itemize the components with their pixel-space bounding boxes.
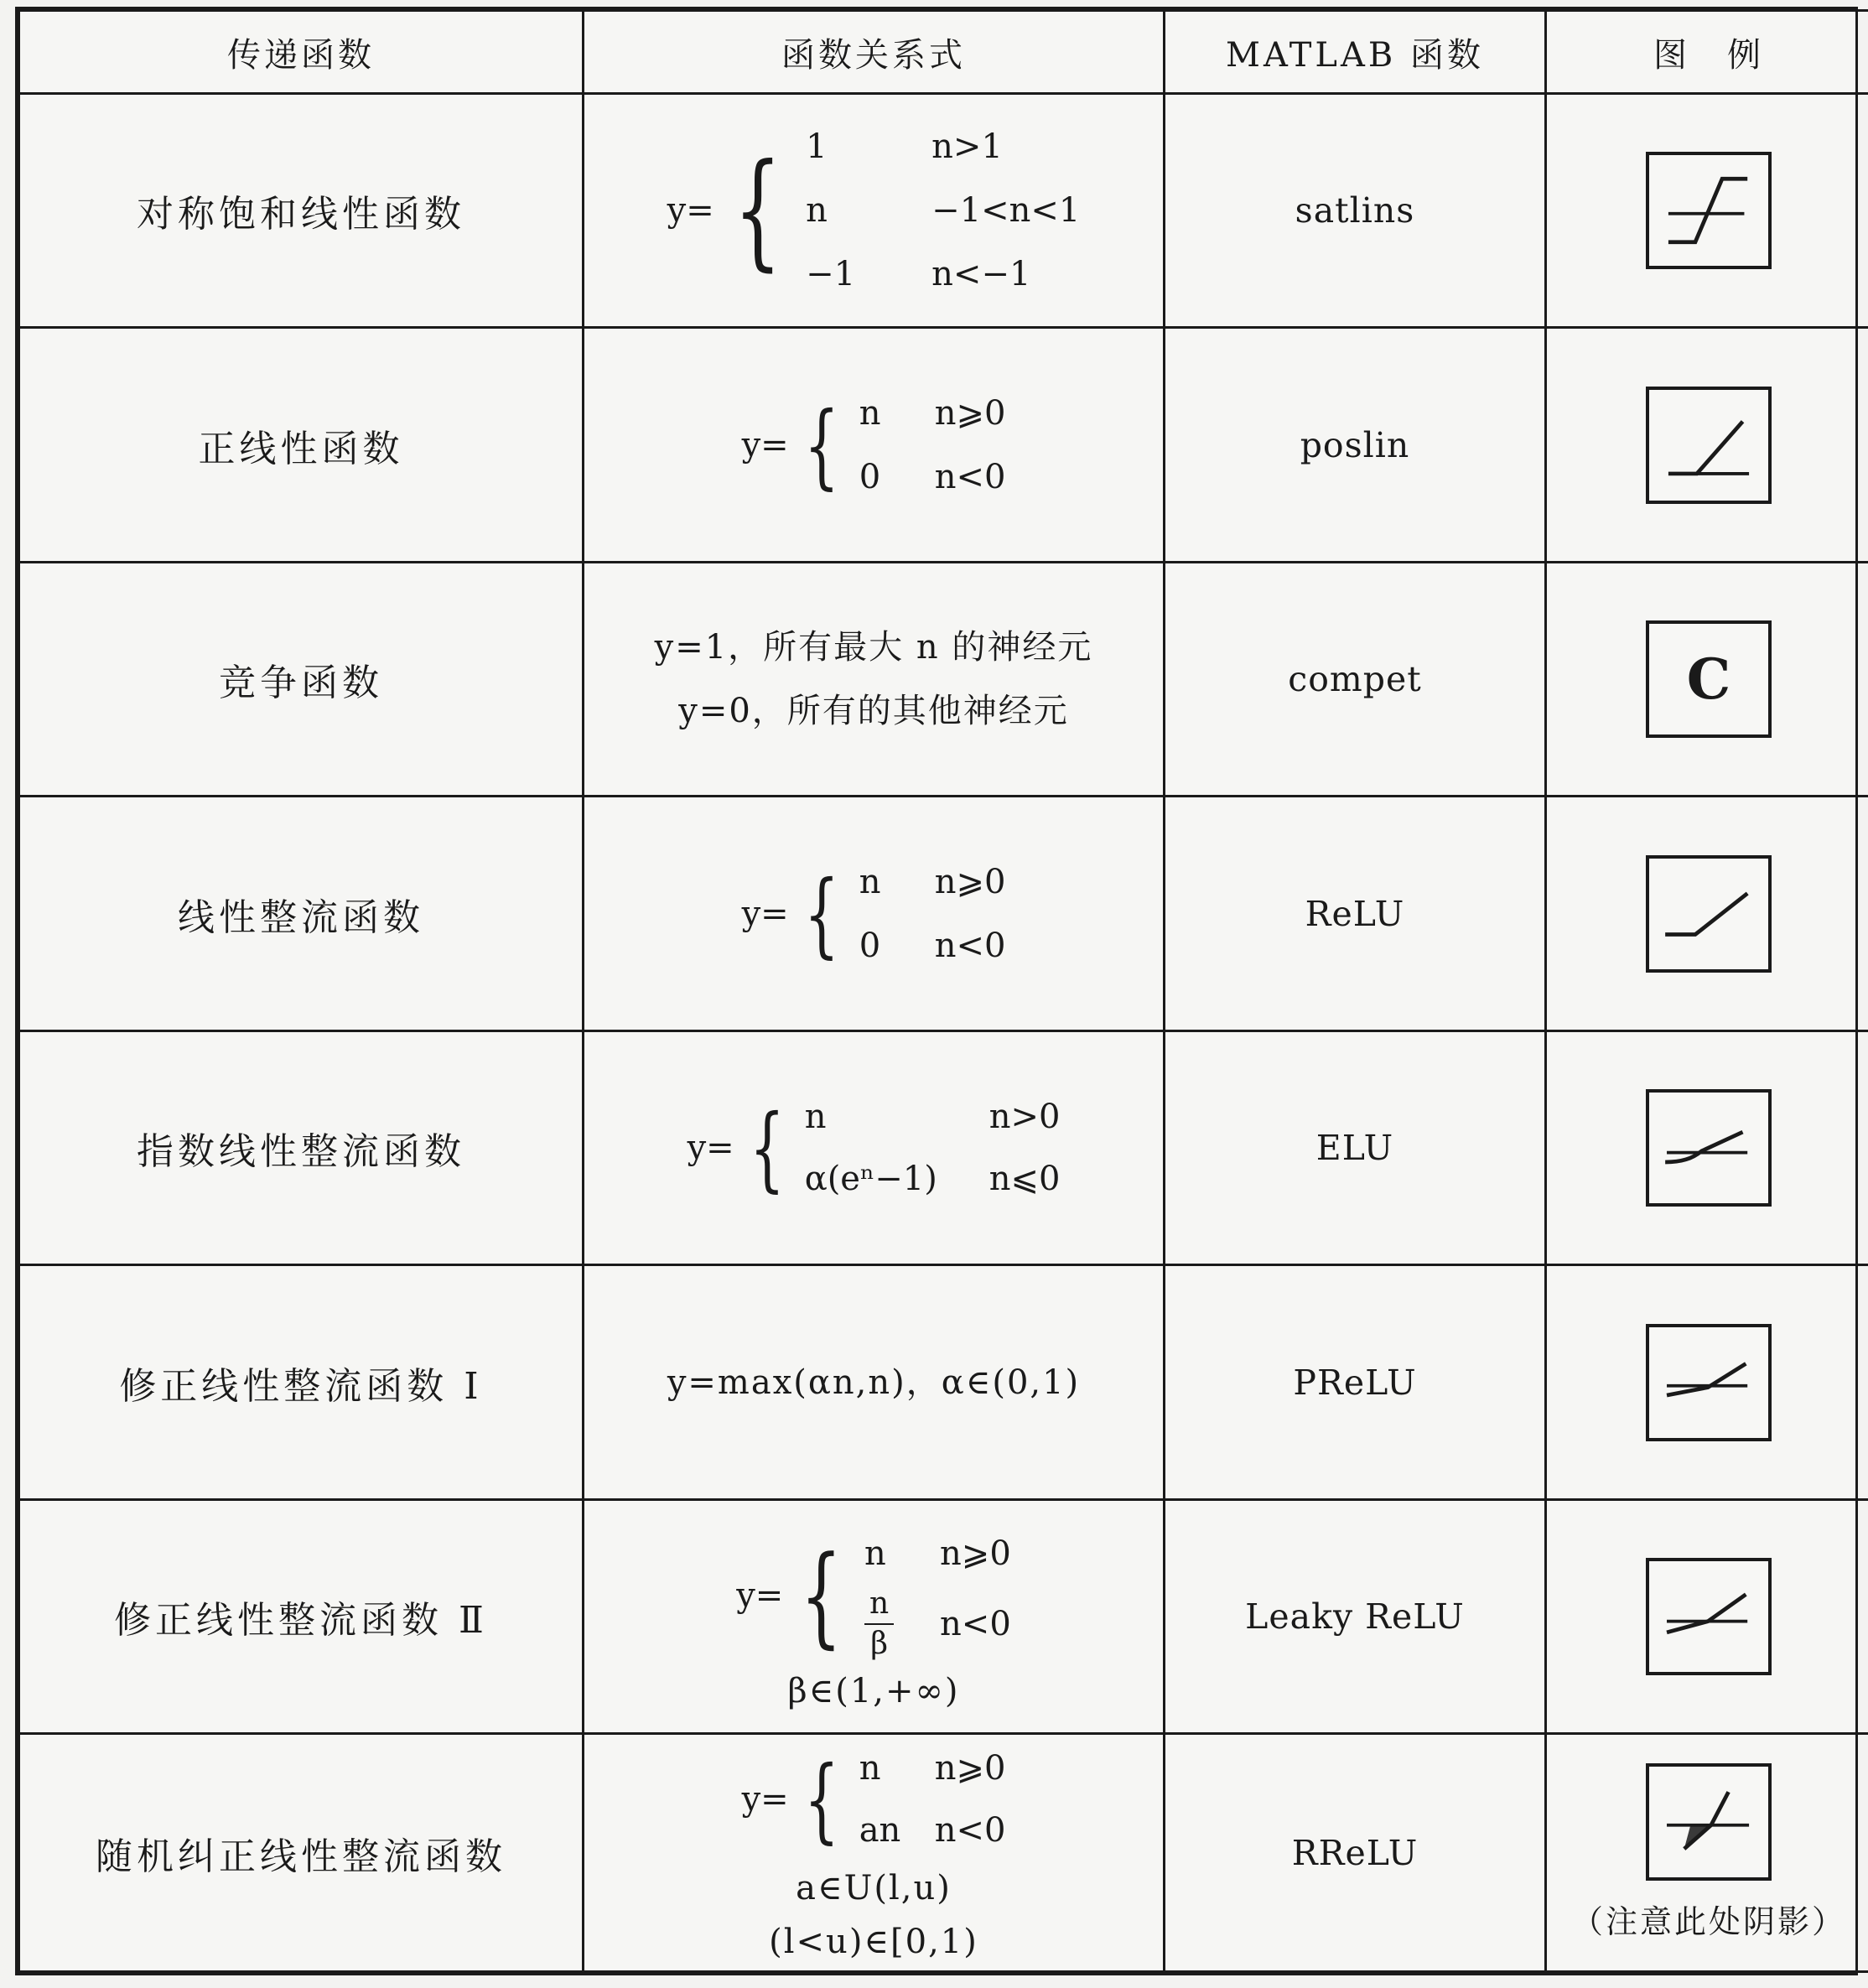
function-formula <box>584 94 1165 328</box>
case-value: n <box>806 191 828 231</box>
case-value: n <box>859 862 881 901</box>
case-value: an <box>859 1810 901 1850</box>
matlab-function: compet <box>1165 562 1546 796</box>
formula-cases <box>864 1525 1011 1666</box>
legend-cell <box>1546 1734 1868 1972</box>
table-row <box>19 1265 1868 1499</box>
formula-extra: (l<u)∈[0,1) <box>769 1922 978 1961</box>
function-name: 修正线性整流函数 Ⅱ <box>19 1499 584 1733</box>
header-transfer-function: 传递函数 <box>19 11 584 94</box>
matlab-function: satlins <box>1165 94 1546 328</box>
case-condition: n⩾0 <box>940 1534 1011 1574</box>
function-name: 正线性函数 <box>19 328 584 562</box>
rrelu-icon <box>1646 1763 1772 1881</box>
brace-icon: { <box>803 391 839 499</box>
table-row <box>19 562 1868 796</box>
table-row <box>19 797 1868 1030</box>
table-row <box>19 1734 1868 1972</box>
matlab-function: ReLU <box>1165 797 1546 1030</box>
case-condition: n<0 <box>934 457 1006 496</box>
case-value: n <box>804 1098 827 1137</box>
case-value: 0 <box>859 926 881 965</box>
satlins-icon <box>1646 152 1772 269</box>
compet-icon <box>1646 620 1772 738</box>
formula-cases <box>806 115 1080 306</box>
function-name: 指数线性整流函数 <box>19 1030 584 1264</box>
case-condition: n⩾0 <box>934 1748 1006 1788</box>
brace-icon: { <box>749 1094 785 1202</box>
table <box>18 9 1868 1973</box>
legend-cell <box>1546 1265 1868 1499</box>
brace-icon: { <box>803 1745 839 1853</box>
function-name: 线性整流函数 <box>19 797 584 1030</box>
matlab-function: poslin <box>1165 328 1546 562</box>
formula-cases <box>805 1086 1061 1210</box>
function-formula <box>584 1030 1165 1264</box>
formula-lhs: y= <box>736 1576 784 1616</box>
legend-cell <box>1546 94 1868 328</box>
function-name: 随机纠正线性整流函数 <box>19 1734 584 1972</box>
case-condition: n<−1 <box>931 255 1031 294</box>
leaky-relu-icon <box>1646 1558 1772 1675</box>
prelu-icon <box>1646 1324 1772 1441</box>
formula-extra: β∈(1,+∞) <box>787 1672 960 1711</box>
table-row <box>19 1499 1868 1733</box>
case-condition: n<0 <box>940 1605 1011 1644</box>
case-condition: n⩾0 <box>934 393 1006 433</box>
function-formula <box>584 562 1165 796</box>
function-formula <box>584 1734 1165 1972</box>
legend-cell <box>1546 328 1868 562</box>
case-condition: n<0 <box>934 1810 1006 1850</box>
function-name: 对称饱和线性函数 <box>19 94 584 328</box>
formula-line: y=1，所有最大 n 的神经元 <box>654 628 1093 667</box>
case-condition: n<0 <box>934 926 1006 965</box>
case-condition: n⩾0 <box>934 862 1006 901</box>
formula-extra: a∈U(l,u) <box>796 1868 952 1908</box>
relu-icon <box>1646 855 1772 973</box>
header-legend: 图 例 <box>1546 11 1868 94</box>
table-row <box>19 94 1868 328</box>
function-name: 竞争函数 <box>19 562 584 796</box>
brace-icon: { <box>803 859 839 968</box>
case-condition: n⩽0 <box>988 1160 1061 1199</box>
header-matlab-function: MATLAB 函数 <box>1165 11 1546 94</box>
header-row <box>19 11 1868 94</box>
legend-cell <box>1546 1030 1868 1264</box>
formula-line: y=0，所有的其他神经元 <box>678 692 1069 731</box>
matlab-function: ELU <box>1165 1030 1546 1264</box>
legend-cell <box>1546 797 1868 1030</box>
formula-lhs: y= <box>741 425 789 465</box>
function-formula <box>584 1499 1165 1733</box>
matlab-function: RReLU <box>1165 1734 1546 1972</box>
function-formula <box>584 797 1165 1030</box>
brace-icon: { <box>733 138 782 284</box>
case-value: −1 <box>806 255 856 294</box>
formula-cases <box>859 382 1006 509</box>
formula-lhs: y= <box>741 894 789 933</box>
function-formula <box>584 1265 1165 1499</box>
matlab-function: Leaky ReLU <box>1165 1499 1546 1733</box>
case-condition: −1<n<1 <box>931 191 1081 231</box>
legend-note: （注意此处阴影） <box>1570 1903 1846 1941</box>
case-condition: n>1 <box>931 127 1003 167</box>
case-value-fraction <box>864 1585 940 1664</box>
brace-icon: { <box>800 1532 843 1660</box>
formula-line: y=max(αn,n)，α∈(0,1) <box>667 1363 1081 1402</box>
case-value: α(eⁿ−1) <box>804 1160 937 1199</box>
formula-lhs: y= <box>741 1779 789 1819</box>
formula-lhs: y= <box>667 191 714 231</box>
elu-icon <box>1646 1089 1772 1207</box>
case-value: n <box>859 393 881 433</box>
header-relation: 函数关系式 <box>584 11 1165 94</box>
table-row <box>19 328 1868 562</box>
function-formula <box>584 328 1165 562</box>
fraction-denominator: β <box>870 1627 889 1662</box>
formula-lhs: y= <box>687 1129 734 1168</box>
case-value: 0 <box>859 457 881 496</box>
fraction-numerator: n <box>864 1585 894 1625</box>
matlab-function: PReLU <box>1165 1265 1546 1499</box>
case-condition: n>0 <box>988 1098 1061 1137</box>
case-value: n <box>864 1534 886 1574</box>
function-name: 修正线性整流函数 Ⅰ <box>19 1265 584 1499</box>
legend-cell <box>1546 562 1868 796</box>
compet-letter: C <box>1686 646 1731 713</box>
poslin-icon <box>1646 387 1772 504</box>
formula-cases <box>859 850 1006 978</box>
legend-cell <box>1546 1499 1868 1733</box>
table-row <box>19 1030 1868 1264</box>
case-value: 1 <box>806 127 828 167</box>
case-value: n <box>859 1748 881 1788</box>
formula-cases <box>859 1737 1006 1861</box>
transfer-function-table <box>15 7 1858 1975</box>
